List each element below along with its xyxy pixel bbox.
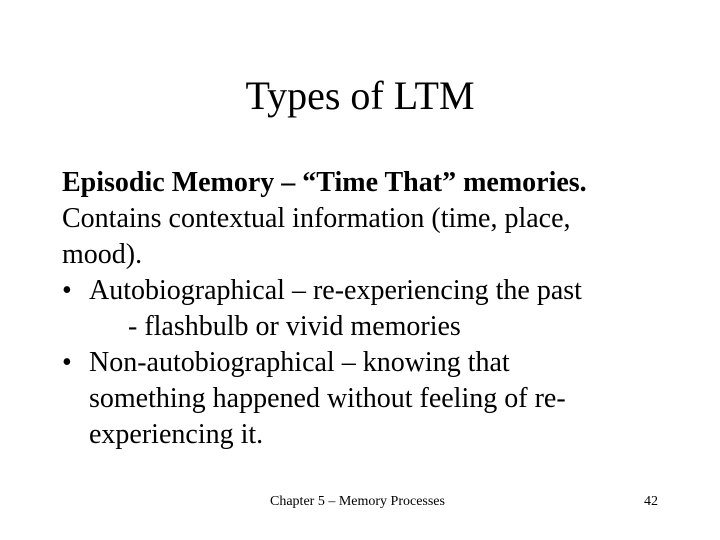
bullet-non-autobiographical <box>62 345 702 381</box>
page-number: 42 <box>644 494 658 509</box>
slide-body <box>62 165 702 453</box>
bullet-text: Non-autobiographical – knowing that <box>89 347 510 378</box>
bullet-autobiographical <box>62 273 702 309</box>
bullet-marker: • <box>62 275 72 306</box>
bullet-continuation: experiencing it. <box>89 419 264 450</box>
slide-title: Types of LTM <box>245 73 475 118</box>
sub-bullet-flashbulb: - flashbulb or vivid memories <box>128 311 461 342</box>
episodic-memory-heading: Episodic Memory – “Time That” memories. <box>62 167 587 198</box>
intro-line-1: Contains contextual information (time, place, <box>62 203 571 234</box>
bullet-text: Autobiographical – re-experiencing the past <box>89 275 582 306</box>
bullet-continuation: something happened without feeling of re- <box>89 383 566 414</box>
slide-footer: Chapter 5 – Memory Processes <box>270 494 445 509</box>
bullet-marker: • <box>62 347 72 378</box>
intro-line-2: mood). <box>62 239 143 270</box>
